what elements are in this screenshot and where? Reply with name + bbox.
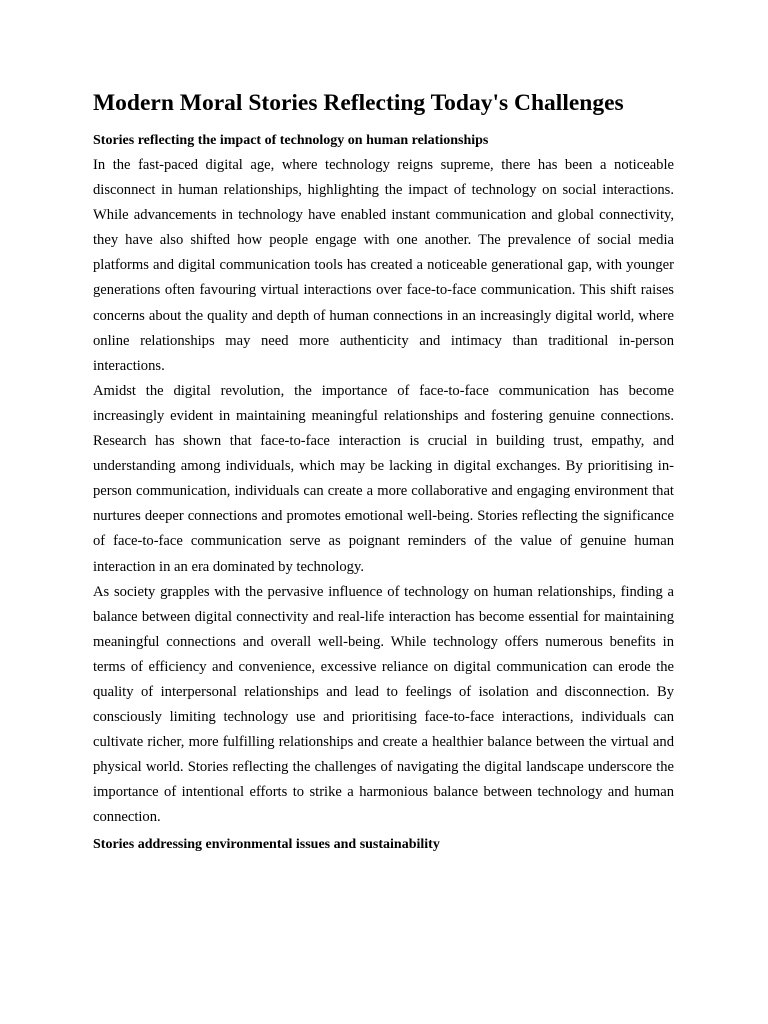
section-heading-technology: Stories reflecting the impact of technology on human relationships <box>93 133 489 148</box>
paragraph-3: As society grapples with the pervasive influence of technology on human relationships, finding a balance between digital connectivity and real-life interaction has become essential for maintaining meaningful connections and overall well-being. While technology offers numerous benefits in terms of efficiency and convenience, excessive reliance on digital communication can erode the quality of interpersonal relationships and lead to feelings of isolation and disconnection. By consciously limiting technology use and prioritising face-to-face interactions, individuals can cultivate richer, more fulfilling relationships and create a healthier balance between the virtual and physical world. Stories reflecting the challenges of navigating the digital landscape underscore the importance of intentional efforts to strike a harmonious balance between technology and human connection. <box>93 583 674 826</box>
paragraph-1: In the fast-paced digital age, where technology reigns supreme, there has been a noticeable disconnect in human relationships, highlighting the impact of technology on social interactions. While advancements in technology have enabled instant communication and global connectivity, they have also shifted how people engage with one another. The prevalence of social media platforms and digital communication tools has created a noticeable generational gap, with younger generations often favouring virtual interactions over face-to-face communication. This shift raises concerns about the quality and depth of human connections in an increasingly digital world, where online relationships may need more authenticity and intimacy than traditional in-person interactions. <box>93 157 674 374</box>
paragraph-2: Amidst the digital revolution, the importance of face-to-face communication has become increasingly evident in maintaining meaningful relationships and fostering genuine connections. Research has shown that face-to-face interaction is crucial in building trust, empathy, and understanding among individuals, which may be lacking in digital exchanges. By prioritising in-person communication, individuals can create a more collaborative and engaging environment that nurtures deeper connections and promotes emotional well-being. Stories reflecting the significance of face-to-face communication serve as poignant reminders of the value of genuine human interaction in an era dominated by technology. <box>93 382 674 575</box>
document-title: Modern Moral Stories Reflecting Today's Challenges <box>93 90 624 116</box>
document-page <box>93 82 674 857</box>
section-heading-environment: Stories addressing environmental issues and sustainability <box>93 836 440 852</box>
